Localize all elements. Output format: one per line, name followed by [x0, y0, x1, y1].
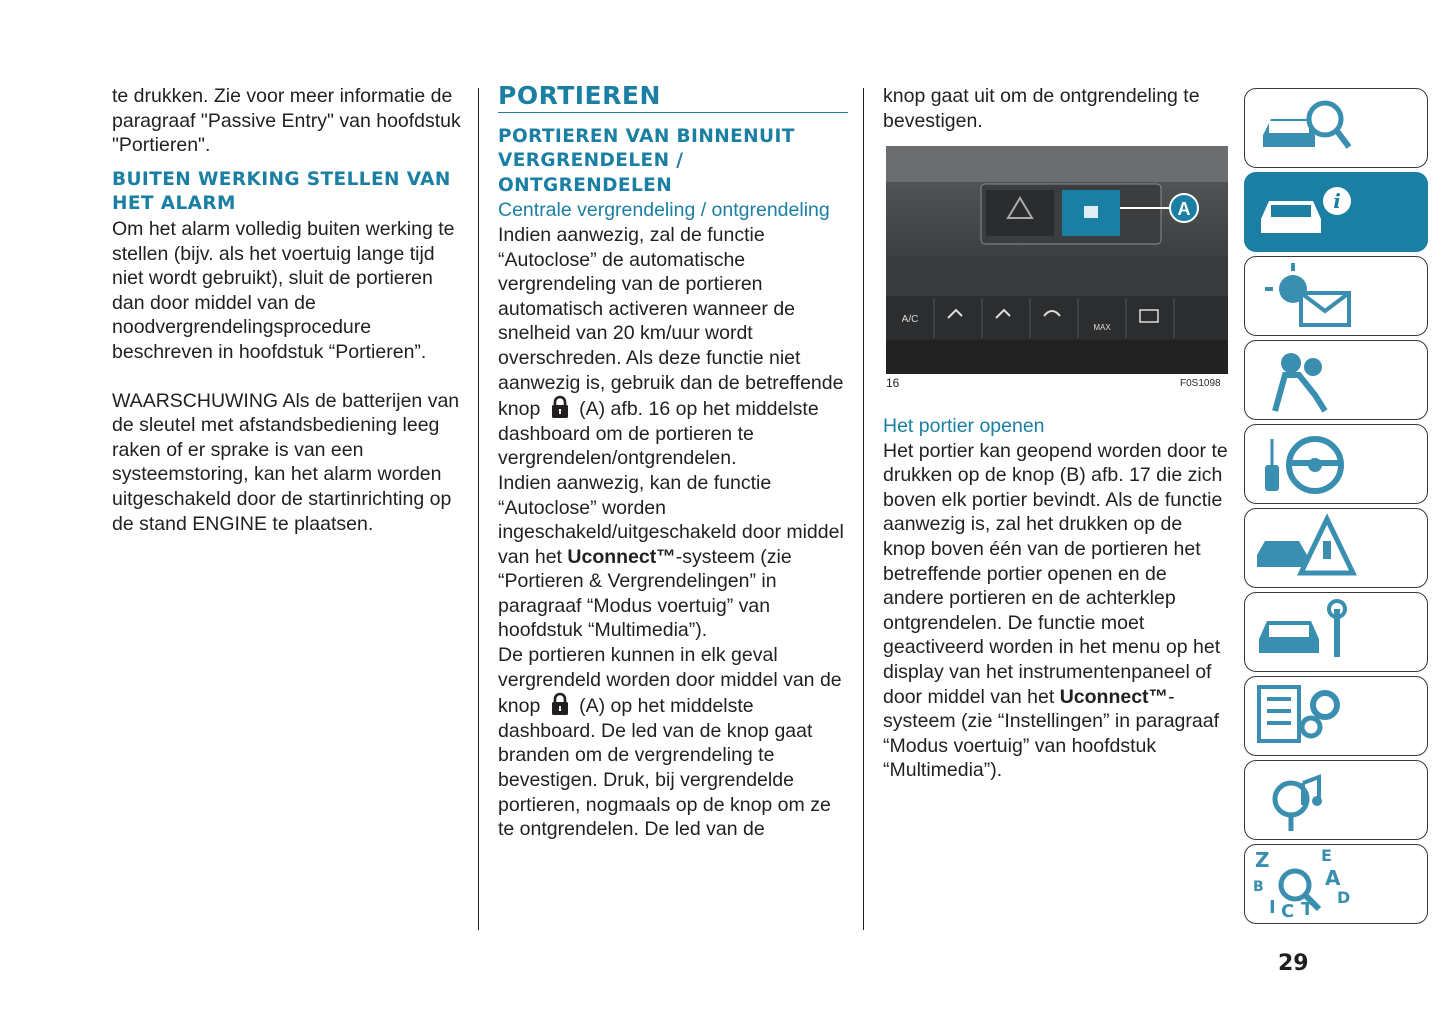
paragraph-autoclose-toggle: [498, 471, 848, 643]
page-number: 29: [1278, 951, 1309, 976]
padlock-icon: [550, 395, 570, 419]
index-letter: A: [1325, 866, 1341, 890]
chapter-title: PORTIEREN: [498, 84, 848, 113]
index-letter: Z: [1255, 848, 1270, 872]
key-steering-wheel-icon: [1245, 425, 1427, 503]
tab-car-magnifier[interactable]: [1244, 88, 1428, 168]
subheading-open-door: Het portier openen: [883, 415, 1045, 437]
index-letter: D: [1337, 888, 1351, 907]
paragraph-warning: WAARSCHUWING Als de batterijen van de sleutel met afstandsbediening leeg raken of er sprake is van een systeemstoring, kan het alarm worden uitgeschakeld door de startinrichting op de stand ENGINE te plaatsen.: [112, 389, 460, 535]
max-button-label: MAX: [1093, 323, 1111, 332]
tab-car-wrench[interactable]: [1244, 592, 1428, 672]
text: Het portier kan geopend worden door te drukken op de knop (B) afb. 17 die zich boven elk portier bevindt. Als de functie aanwezig is, zal het drukken op de knop boven één van de portieren het betreffende portier openen en de andere portieren en de achterklep ontgrendelen. De functie moet geactiveerd worden in het menu op het display van het instrumentenpaneel of door middel van het: [883, 439, 1228, 708]
section-heading-alarm: BUITEN WERKING STELLEN VAN HET ALARM: [112, 168, 451, 215]
tab-key-steering[interactable]: [1244, 424, 1428, 504]
tab-warning-lights[interactable]: [1244, 256, 1428, 336]
car-info-icon: [1245, 173, 1427, 251]
index-letter: B: [1253, 879, 1264, 895]
paragraph-autoclose: [498, 223, 848, 471]
list-gears-icon: [1245, 677, 1427, 755]
index-letter: C: [1281, 901, 1295, 922]
multimedia-icon: [1245, 761, 1427, 839]
tab-car-info[interactable]: [1244, 172, 1428, 252]
text: Indien aanwezig, zal de functie “Autoclose” de automatische vergrendeling van de portieren automatisch activeren wanneer de snelheid van 20 km/uur wordt overschreden. Als deze functie niet aanwezig is, gebruik dan de betreffende knop: [498, 223, 844, 421]
paragraph-led-off: knop gaat uit om de ontgrendeling te bevestigen.: [883, 85, 1200, 132]
section-heading-locking: PORTIEREN VAN BINNENUIT VERGRENDELEN / ONTGRENDELEN: [498, 125, 795, 196]
text: De portieren kunnen in elk geval vergrendeld worden door middel van de knop: [498, 644, 842, 718]
column-middle: [498, 81, 848, 842]
text: (A) op het middelste dashboard. De led van de knop gaat branden om de vergrendeling te bevestigen. Druk, bij vergrendelde portieren, nogmaals op de knop om ze te ontgrendelen. De led van de: [498, 695, 831, 841]
car-magnifier-icon: [1245, 89, 1427, 167]
text: (A) afb. 16 op het middelste dashboard om de portieren te vergrendelen/ontgrendelen.: [498, 398, 819, 470]
column-divider: [478, 88, 479, 930]
brand-uconnect: Uconnect™: [567, 545, 676, 568]
index-letters-icon: [1245, 845, 1427, 923]
paragraph-open-door: [883, 439, 1228, 783]
figure-code: F0S1098: [1180, 378, 1221, 389]
ac-button-label: A/C: [901, 314, 919, 325]
tab-index[interactable]: [1244, 844, 1428, 924]
index-letter: E: [1321, 846, 1332, 865]
dashboard-illustration: [886, 146, 1228, 374]
text: -systeem (zie “Instellingen” in paragraaf “Modus voertuig” van hoofdstuk “Multimedia”).: [883, 685, 1219, 782]
paragraph-alarm-disable: Om het alarm volledig buiten werking te stellen (bijv. als het voertuig lange tijd niet wordt gebruikt), sluit de portieren dan door middel van de noodvergrendelingsprocedure beschreven in hoofdstuk “Portieren”.: [112, 217, 455, 363]
tab-multimedia[interactable]: [1244, 760, 1428, 840]
column-right-lower: [883, 414, 1228, 783]
column-right: [883, 84, 1228, 133]
subheading-central-locking: Centrale vergrendeling / ontgrendeling: [498, 199, 830, 222]
paragraph-lock-button: [498, 643, 848, 842]
text: Indien aanwezig, kan de functie “Autoclose” worden ingeschakeld/uitgeschakeld door middel van het: [498, 471, 844, 568]
car-wrench-icon: [1245, 593, 1427, 671]
warning-lights-message-icon: [1245, 257, 1427, 335]
car-accident-icon: [1245, 509, 1427, 587]
tab-list-gears[interactable]: [1244, 676, 1428, 756]
padlock-icon: [550, 692, 570, 716]
dashboard-figure: [886, 146, 1228, 374]
index-letter: T: [1301, 899, 1314, 920]
column-left: [112, 84, 467, 536]
figure-number: 16: [886, 376, 900, 390]
column-divider: [863, 88, 864, 930]
seat-airbag-icon: [1245, 341, 1427, 419]
index-letter: I: [1269, 897, 1276, 918]
tab-accident[interactable]: [1244, 508, 1428, 588]
callout-label: A: [1177, 199, 1191, 219]
text: -systeem (zie “Portieren & Vergrendelingen” in paragraaf “Modus voertuig” van hoofdstuk “Multimedia”).: [498, 545, 792, 642]
svg-text:i: i: [1333, 189, 1341, 213]
tab-seat-airbag[interactable]: [1244, 340, 1428, 420]
paragraph-passive-entry: te drukken. Zie voor meer informatie de paragraaf "Passive Entry" van hoofdstuk "Portieren".: [112, 85, 461, 157]
brand-uconnect: Uconnect™: [1059, 685, 1169, 708]
